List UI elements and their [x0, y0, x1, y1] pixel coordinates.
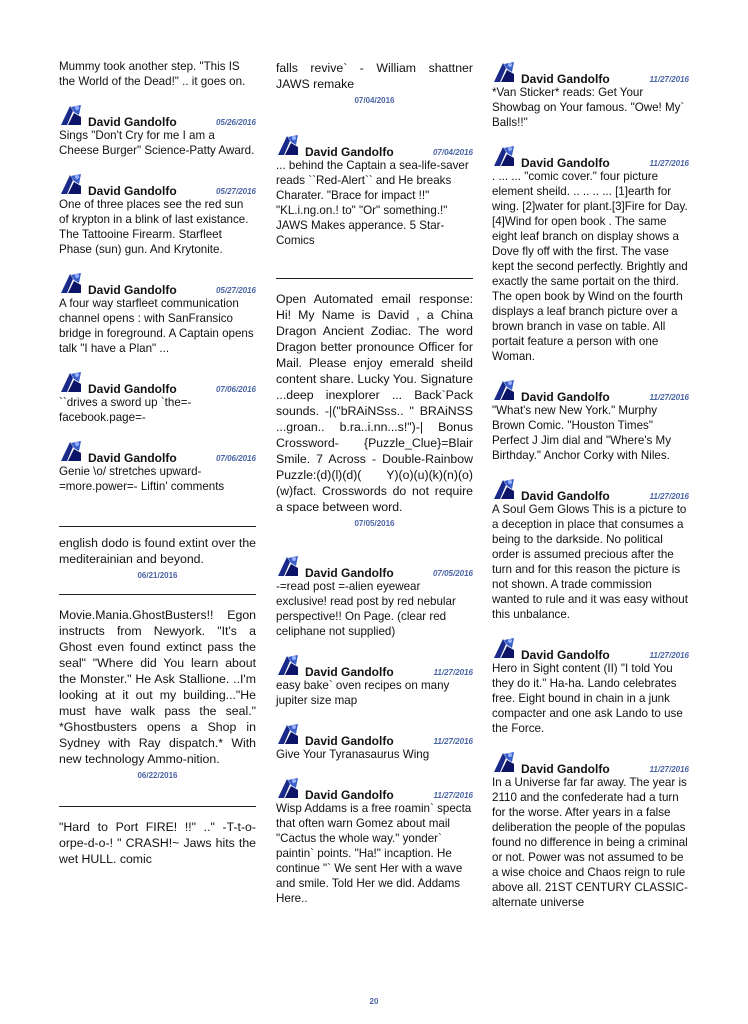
comment — [492, 60, 689, 130]
comment-text: . ... ... "comic cover." four picture element sheild. .. .. .. ... [1]earth for wing. [2]water for plant.[3]Fire for Day.[4]Wind for open book . The same eight leaf branch on display shows a Dove fly off with the first. The vase kept the second perfectly. Brightly and exactly the same portait on the third. The open book by Wind on the fourth displays a leaf branch picture over a brown branch in vase on table. All portait feature a person with one Woman. — [492, 170, 688, 363]
comment-author[interactable]: David Gandolfo — [521, 72, 610, 86]
comment-date: 07/06/2016 — [215, 454, 256, 463]
comment-date: 11/27/2016 — [649, 765, 689, 774]
comment-author[interactable]: David Gandolfo — [88, 184, 177, 198]
comment-text: In a Universe far far away. The year is 2110 and the confederate had a turn for the worse. After years in a false deliberation the people of the populas found no difference in being a criminal or not. Power was not assumed to be a wise choice and Chaos reign to rule above all. 21ST CENTURY CLASSIC-alternate universe — [492, 776, 688, 909]
post-date: 07/05/2016 — [354, 519, 395, 528]
comment-text: *Van Sticker* reads: Get Your Showbag on Your famous. "Owe! My` Balls!!" — [492, 86, 685, 129]
page-number: 20 — [369, 997, 379, 1006]
comment-author[interactable]: David Gandolfo — [521, 489, 610, 503]
comment-author[interactable]: David Gandolfo — [521, 390, 610, 404]
comment-author[interactable]: David Gandolfo — [88, 451, 177, 465]
post-date: 06/21/2016 — [137, 571, 178, 580]
comment — [276, 554, 473, 639]
avatar-icon[interactable] — [276, 554, 300, 578]
avatar-icon[interactable] — [492, 378, 516, 402]
comment-author[interactable]: David Gandolfo — [305, 566, 394, 580]
comment — [492, 636, 689, 736]
comment-author[interactable]: David Gandolfo — [88, 283, 177, 297]
intro-text: falls revive` - William shattner JAWS remake — [276, 61, 473, 91]
comment — [492, 144, 689, 364]
comment-date: 11/27/2016 — [649, 75, 689, 84]
column-right — [492, 60, 689, 924]
comment-author[interactable]: David Gandolfo — [88, 382, 177, 396]
comment-date: 11/27/2016 — [649, 492, 689, 501]
comment-text: ``drives a sword up `the=-facebook.page=- — [59, 396, 192, 424]
comment-date: 07/05/2016 — [432, 569, 473, 578]
comment-date: 11/27/2016 — [649, 651, 689, 660]
avatar-icon[interactable] — [59, 103, 83, 127]
comment-date: 11/27/2016 — [433, 791, 473, 800]
divider — [59, 594, 256, 595]
comment-date: 05/26/2016 — [215, 118, 256, 127]
comment — [59, 271, 256, 356]
intro-text: Mummy took another step. "This IS the World of the Dead!" .. it goes on. — [59, 60, 246, 88]
avatar-icon[interactable] — [492, 750, 516, 774]
comment-text: A four way starfleet communication channel opens : with SanFransico bridge in foreground. A Captain opens talk "I have a Plan" ... — [59, 297, 254, 355]
post-text: english dodo is found extint over the mediterainian and beyond. — [59, 536, 256, 566]
comment-date: 11/27/2016 — [433, 737, 473, 746]
comment — [276, 133, 473, 248]
comment-date: 07/06/2016 — [215, 385, 256, 394]
comment-text: ... behind the Captain a sea-life-saver reads ``Red-Alert`` and He breaks Charater. "Brace for impact !!" "KL.i.ng.on.! to" "Or" something.!" JAWS Makes apperance. 5 Star-Comics — [276, 159, 469, 247]
post-text: "Hard to Port FIRE! !!" .." -T-t-o-orpe-d-o-! " CRASH!~ Jaws hits the wet HULL. comic — [59, 820, 256, 866]
divider — [59, 806, 256, 807]
avatar-icon[interactable] — [59, 271, 83, 295]
avatar-icon[interactable] — [492, 477, 516, 501]
divider — [276, 278, 473, 279]
comment-text: One of three places see the red sun of krypton in a blink of last existance. The Tattooine Firearm. Starfleet Phase (sun) gun. And Krytonite. — [59, 198, 249, 256]
column-middle — [276, 60, 473, 920]
comment-text: Give Your Tyranasaurus Wing — [276, 748, 430, 761]
comment-date: 05/27/2016 — [215, 187, 256, 196]
comment-date: 11/27/2016 — [649, 159, 689, 168]
avatar-icon[interactable] — [276, 653, 300, 677]
comment-date: 05/27/2016 — [215, 286, 256, 295]
comment-text: Genie \o/ stretches upward-=more.power=- Liftin' comments — [59, 465, 225, 493]
comment-date: 11/27/2016 — [649, 393, 689, 402]
divider — [59, 526, 256, 527]
post-text: Movie.Mania.GhostBusters!! Egon instructs from Newyork. "It's a Ghost even found extinct pass the seal" "Where did You learn about the Monster." He Ask Stallione. ..I'm looking at it out my building..."He must have walk pass the seal." *Ghostbusters opens a Shop in Sydney with Ray dispatch.* With new technology Ammo-nition. — [59, 608, 256, 766]
comment — [492, 378, 689, 463]
post-date: 07/04/2016 — [354, 96, 395, 105]
comment-date: 11/27/2016 — [433, 668, 473, 677]
avatar-icon[interactable] — [59, 439, 83, 463]
comment-author[interactable]: David Gandolfo — [521, 762, 610, 776]
column-left — [59, 60, 256, 867]
avatar-icon[interactable] — [59, 370, 83, 394]
avatar-icon[interactable] — [492, 636, 516, 660]
comment — [492, 750, 689, 910]
comment — [59, 439, 256, 494]
avatar-icon[interactable] — [492, 60, 516, 84]
comment-text: A Soul Gem Glows This is a picture to a deception in place that consumes a being to the darkside. No political order is assumed precious after the turn and for this reason the picture is not shown. A trade commission wanted to rule and it was easy without this unbalance. — [492, 503, 688, 621]
comment-text: "What's new New York." Murphy Brown Comic. "Houston Times" Perfect J Jim dial and "Where's My Birthday." Anchor Corky with Niles. — [492, 404, 672, 462]
avatar-icon[interactable] — [276, 776, 300, 800]
comment-text: Hero in Sight content (II) "I told You they do it." Ha-ha. Lando celebrates free. Eight bound in chain in a junk compacter and one ask Lando to use the Force. — [492, 662, 683, 735]
comment-author[interactable]: David Gandolfo — [521, 156, 610, 170]
comment-author[interactable]: David Gandolfo — [305, 788, 394, 802]
comment — [276, 776, 473, 906]
post-date: 06/22/2016 — [137, 771, 178, 780]
avatar-icon[interactable] — [276, 722, 300, 746]
comment — [276, 653, 473, 708]
comment — [492, 477, 689, 622]
comment — [59, 370, 256, 425]
comment — [59, 172, 256, 257]
comment-author[interactable]: David Gandolfo — [305, 145, 394, 159]
comment-author[interactable]: David Gandolfo — [88, 115, 177, 129]
comment-author[interactable]: David Gandolfo — [521, 648, 610, 662]
avatar-icon[interactable] — [276, 133, 300, 157]
comment-text: Sings "Don't Cry for me I am a Cheese Burger" Science-Patty Award. — [59, 129, 255, 157]
avatar-icon[interactable] — [492, 144, 516, 168]
avatar-icon[interactable] — [59, 172, 83, 196]
post-text: Open Automated email response: Hi! My Name is David , a China Dragon Ancient Zodiac. The word Dragon better pronounce Officer for Mail. Please enjoy emerald sheild content share. Lucky You. Signature ...deep inexplorer ... Back`Pack sounds. -|("bRAiNSss.. " BRAiNSS ...groan.. b.ra..i.nn...s!")-| Bonus Crossword- {Puzzle_Clue}=Blair Smile. 7 Across - Double-Rainbow Puzzle:(d)(l)(d)( Y)(o)(u)(k)(n)(o)(w)fact. Crosswords do not require a space between word. — [276, 292, 473, 514]
comment-text: Wisp Addams is a free roamin` specta that often warn Gomez about mail "Cactus the whole way." yonder` paintin` points. "Ha!" incaption. He continue "` We sent Her with a wave and smile. Told Her we did. Addams Here.. — [276, 802, 472, 905]
comment-date: 07/04/2016 — [432, 148, 473, 157]
comment-text: -=read post =-alien eyewear exclusive! read post by red nebular perspective!! On Page. (clear red celiphane not supplied) — [276, 580, 456, 638]
comment — [276, 722, 473, 762]
comment-author[interactable]: David Gandolfo — [305, 665, 394, 679]
comment-text: easy bake` oven recipes on many jupiter size map — [276, 679, 450, 707]
comment-author[interactable]: David Gandolfo — [305, 734, 394, 748]
comment — [59, 103, 256, 158]
